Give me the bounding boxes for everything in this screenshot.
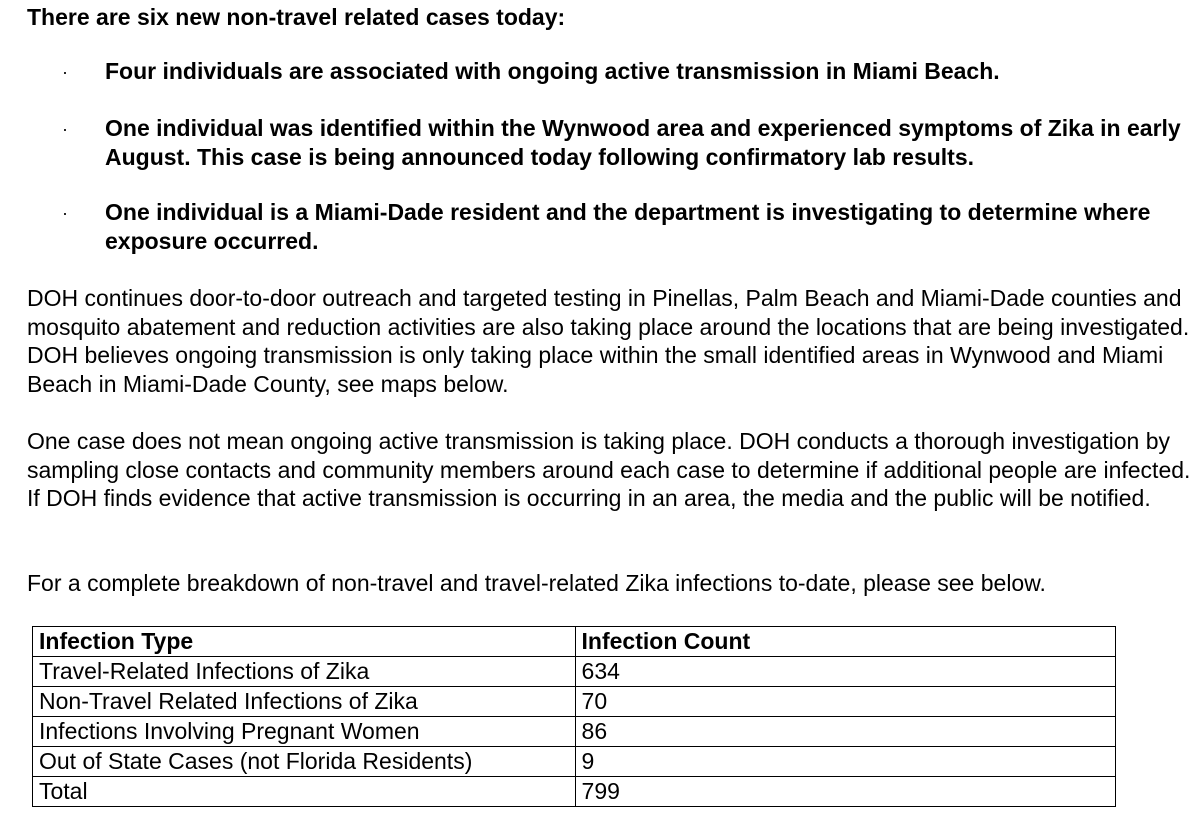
column-header-infection-count: Infection Count [575,627,1115,657]
bullet-marker: · [62,62,68,82]
infection-count-cell: 86 [575,717,1115,747]
infection-count-cell: 70 [575,687,1115,717]
column-header-infection-type: Infection Type [33,627,576,657]
infection-type-cell: Travel-Related Infections of Zika [33,657,576,687]
infection-type-cell: Non-Travel Related Infections of Zika [33,687,576,717]
infection-type-cell: Out of State Cases (not Florida Residents) [33,747,576,777]
outreach-paragraph: DOH continues door-to-door outreach and targeted testing in Pinellas, Palm Beach and Miami-Dade counties and mosquito abatement and reduction activities are also taking place around the locations that are being investigated. DOH believes ongoing transmission is only taking place within the small identified areas in Wynwood and Miami Beach in Miami-Dade County, see maps below. [27,285,1190,397]
infection-count-cell: 634 [575,657,1115,687]
infection-table [32,626,1116,807]
table-row [33,657,1116,687]
table-row [33,747,1116,777]
bullet-text: Four individuals are associated with ongoing active transmission in Miami Beach. [105,58,1000,84]
bullet-text: One individual is a Miami-Dade resident and the department is investigating to determine where exposure occurred. [105,199,1151,254]
table-header-row [33,627,1116,657]
bullet-marker: · [62,119,68,139]
infection-type-cell: Infections Involving Pregnant Women [33,717,576,747]
infection-count-cell: 799 [575,777,1115,807]
bullet-text: One individual was identified within the Wynwood area and experienced symptoms of Zika in early August. This case is being announced today following confirmatory lab results. [105,115,1181,170]
infection-type-cell: Total [33,777,576,807]
breakdown-intro-paragraph: For a complete breakdown of non-travel and travel-related Zika infections to-date, please see below. [27,570,1046,596]
table-row [33,687,1116,717]
section-heading: There are six new non-travel related cases today: [27,4,566,30]
table-row [33,777,1116,807]
investigation-paragraph: One case does not mean ongoing active transmission is taking place. DOH conducts a thorough investigation by sampling close contacts and community members around each case to determine if additional people are infected. If DOH finds evidence that active transmission is occurring in an area, the media and the public will be notified. [27,428,1191,511]
bullet-marker: · [62,203,68,223]
table-row [33,717,1116,747]
infection-count-cell: 9 [575,747,1115,777]
